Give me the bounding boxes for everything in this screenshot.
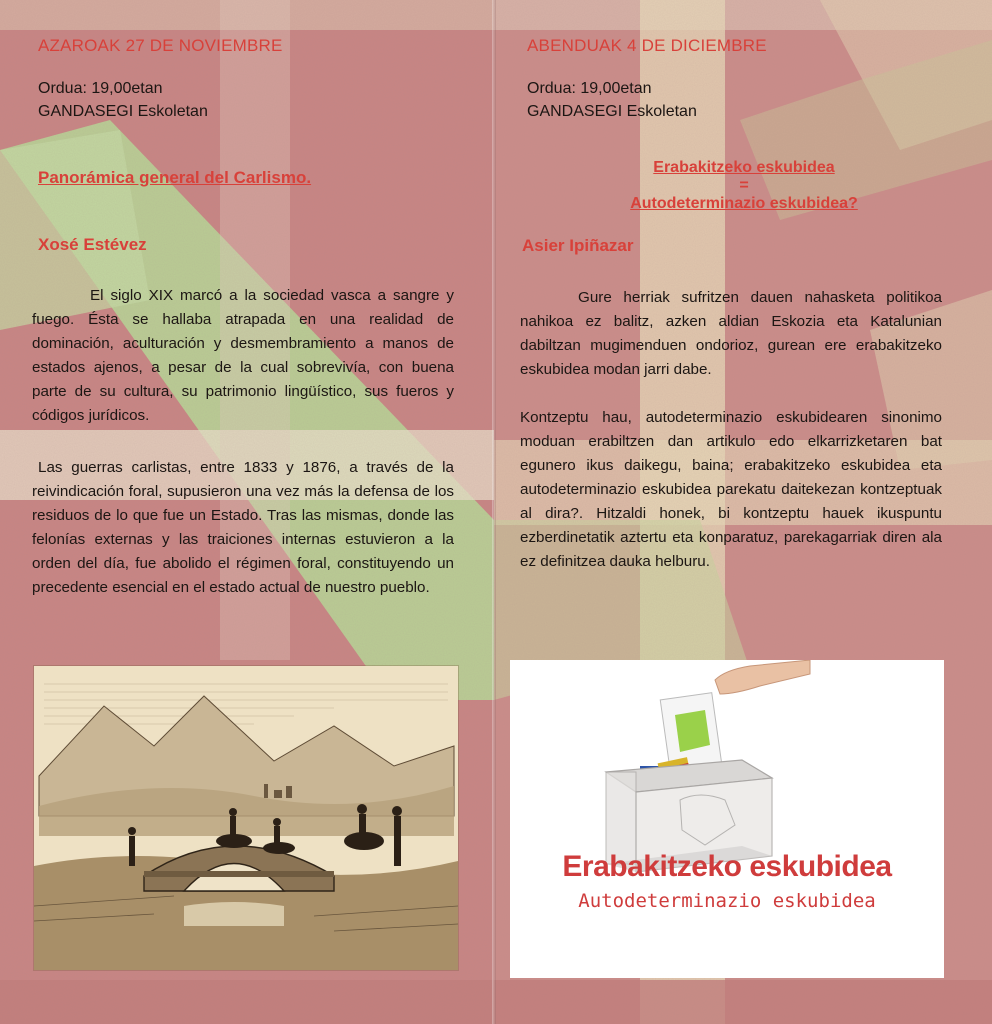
right-time: Ordua: 19,00etan bbox=[527, 80, 652, 97]
left-paragraph-2: Las guerras carlistas, entre 1833 y 1876, a través de la reivindicación foral, supusieron una vez más la defensa de los residuos de lo que fue un Estado. Tras las mismas, donde las felonías externas y las traiciones internas estuvieron a la orden del día, fue abolido el régimen foral, constituyendo un precedente esencial en el estado actual de nuestro pueblo. bbox=[32, 459, 454, 596]
left-place: GANDASEGI Eskoletan bbox=[38, 103, 208, 120]
right-date: ABENDUAK 4 DE DICIEMBRE bbox=[527, 36, 767, 55]
carlist-engraving-illustration bbox=[34, 666, 458, 970]
left-time: Ordua: 19,00etan bbox=[38, 80, 163, 97]
right-paragraph-2: Kontzeptu hau, autodeterminazio eskubidearen sinonimo moduan erabiltzen dan artikulo edo elkarrizketaren bat egunero ikus daikegu, baina; erabakitzeko eskubidea eta autodeterminazio eskubidea parekatu daitekezan kontzeptuak al dira?. Hitzaldi honek, bi kontzeptu hauek ikuspuntu ezberdinetatik aztertu eta konparatuz, parekagarriak diren ala ez definitzea dauka helburu. bbox=[520, 409, 942, 570]
right-talk-title-equals: = bbox=[739, 177, 749, 194]
right-place: GANDASEGI Eskoletan bbox=[527, 103, 697, 120]
right-speaker: Asier Ipiñazar bbox=[522, 236, 634, 255]
right-talk-title-line2: Autodeterminazio eskubidea? bbox=[630, 195, 858, 212]
right-talk-title bbox=[527, 157, 961, 215]
left-talk-title: Panorámica general del Carlismo. bbox=[38, 168, 312, 187]
ballot-box-icon bbox=[510, 660, 944, 978]
fold-line bbox=[492, 0, 496, 1024]
ballot-box-poster bbox=[510, 660, 944, 978]
poster-title: Erabakitzeko eskubidea bbox=[562, 850, 892, 883]
right-talk-title-line1: Erabakitzeko eskubidea bbox=[653, 159, 835, 176]
right-paragraph-1: Gure herriak sufritzen dauen nahasketa politikoa nahikoa ez balitz, azken aldian Eskozia eta Katalunian dabiltzan mugimenduen ondorioz, gurean ere erabakitzeko eskubidea modan jarri dabe. bbox=[520, 289, 942, 378]
left-date: AZAROAK 27 DE NOVIEMBRE bbox=[38, 36, 283, 55]
poster-subtitle: Autodeterminazio eskubidea bbox=[578, 890, 876, 912]
left-paragraph-1: El siglo XIX marcó a la sociedad vasca a sangre y fuego. Ésta se hallaba atrapada en una realidad de dominación, aculturación y desmembramiento a manos de estados ajenos, a pesar de la cual sobrevivía, con buena parte de su cultura, su patrimonio lingüístico, sus fueros y códigos jurídicos. bbox=[32, 287, 454, 424]
engraving-drawing bbox=[34, 666, 458, 970]
left-speaker: Xosé Estévez bbox=[38, 235, 147, 254]
